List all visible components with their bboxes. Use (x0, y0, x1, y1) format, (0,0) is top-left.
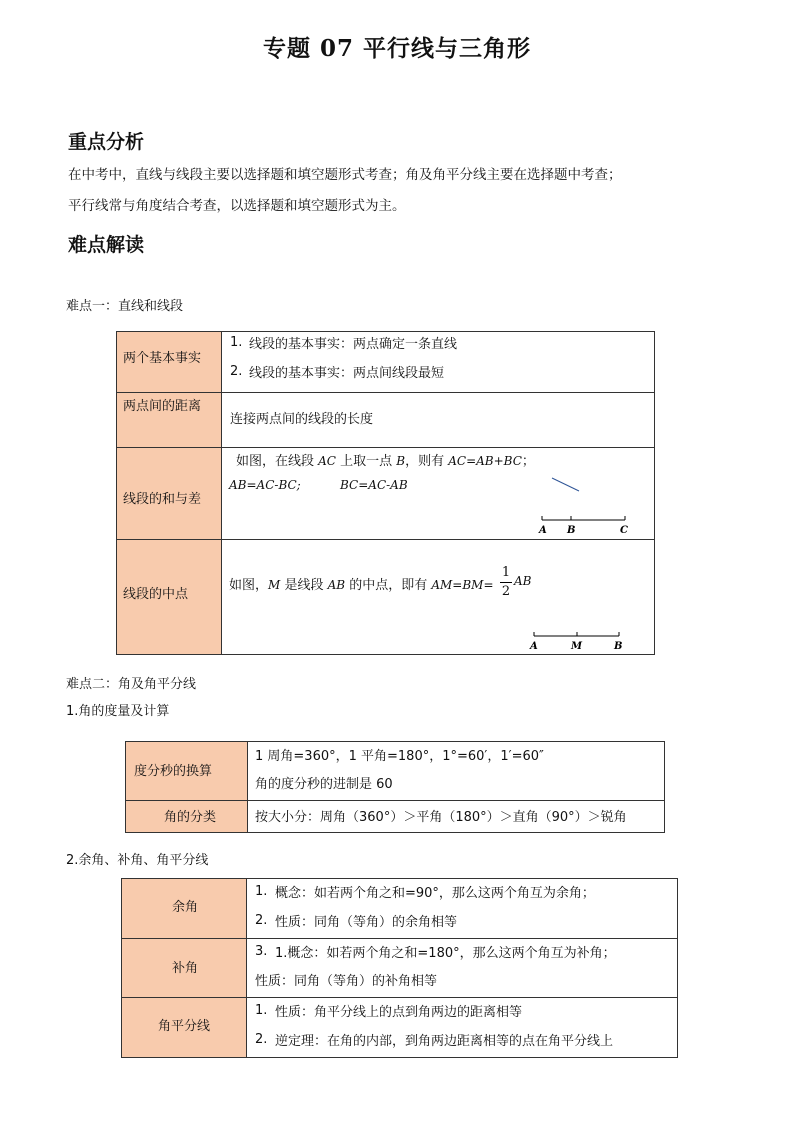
row-content-cell (222, 448, 655, 540)
row-label: 两个基本事实 (123, 351, 202, 366)
lines-segments-table (116, 331, 655, 655)
segment-sum-figure (532, 476, 647, 536)
table-row (117, 448, 655, 540)
table-row (126, 742, 665, 801)
list-item-text: 线段的基本事实：两点确定一条直线 (249, 337, 458, 352)
table-row (122, 879, 678, 939)
segment-name: AB (327, 578, 346, 592)
table-row (117, 540, 655, 655)
row-label: 度分秒的换算 (134, 764, 213, 779)
point-label: C (620, 525, 628, 536)
row-content-cell (247, 998, 678, 1058)
list-item-number: 2. (255, 1032, 268, 1047)
fraction-denominator: 2 (501, 584, 511, 599)
table-row (122, 939, 678, 998)
row-label-cell (126, 801, 248, 833)
blue-slash-mark (552, 478, 579, 491)
sentence-text: ； (521, 454, 535, 469)
list-item-text: 逆定理：在角的内部，到角两边距离相等的点在角平分线上 (275, 1034, 614, 1049)
row-label-cell (117, 332, 222, 393)
list-item-text: 概念：如若两个角之和=90°，那么这两个角互为余角； (275, 886, 595, 901)
list-item-number: 1. (230, 335, 243, 350)
list-item-text: 性质：角平分线上的点到角两边的距离相等 (275, 1005, 523, 1020)
classification-text: 按大小分：周角（360°）＞平角（180°）＞直角（90°）＞锐角 (255, 810, 627, 825)
row-content-cell (247, 939, 678, 998)
row-label: 补角 (172, 961, 199, 976)
row-label-cell (122, 998, 247, 1058)
list-item-number: 2. (255, 913, 268, 928)
sentence-text: 如图，在线段 (236, 454, 319, 469)
row-label-cell (126, 742, 248, 801)
sum-difference-sentence (236, 450, 535, 469)
angle-measure-table (125, 741, 665, 833)
point-name: M (268, 578, 281, 592)
analysis-paragraph-line-1: 在中考中，直线与线段主要以选择题和填空题形式考查；角及角平分线主要在选择题中考查； (68, 167, 622, 183)
sentence-text: 如图， (229, 578, 269, 593)
difficulty-2-label: 难点二：角及角平分线 (66, 677, 197, 692)
table-row (117, 393, 655, 448)
row-content-cell (222, 540, 655, 655)
point-name: B (396, 454, 406, 468)
formula: AB=AC-BC; (229, 478, 301, 492)
row-content-cell (248, 801, 665, 833)
section-heading-key-analysis: 重点分析 (68, 131, 145, 153)
subsection-complement-supplement-bisector: 2.余角、补角、角平分线 (66, 853, 209, 868)
row-content-cell (222, 332, 655, 393)
row-label-cell (117, 448, 222, 540)
table-row (122, 998, 678, 1058)
list-item-number: 2. (230, 364, 243, 379)
definition-text: 连接两点间的线段的长度 (230, 412, 374, 427)
sentence-text: ，则有 (405, 454, 449, 469)
segment-name: AC (318, 454, 336, 468)
difficulty-1-label: 难点一：直线和线段 (66, 299, 184, 314)
midpoint-sentence (229, 574, 494, 593)
row-label: 两点间的距离 (123, 399, 202, 414)
list-item-text: 性质：同角（等角）的余角相等 (275, 915, 458, 930)
list-item-number: 1. (255, 884, 268, 899)
row-content-cell (247, 879, 678, 939)
table-row (117, 332, 655, 393)
row-content-cell (222, 393, 655, 448)
page-title: 专题 07 平行线与三角形 (262, 35, 532, 62)
list-item-text: 1.概念：如若两个角之和=180°，那么这两个角互为补角； (275, 946, 616, 961)
analysis-paragraph-line-2: 平行线常与角度结合考查，以选择题和填空题形式为主。 (68, 198, 406, 214)
conversion-base-text: 角的度分秒的进制是 60 (255, 777, 393, 792)
table-row (126, 801, 665, 833)
row-label: 余角 (172, 900, 199, 915)
row-content-cell (248, 742, 665, 801)
list-item-text: 性质：同角（等角）的补角相等 (255, 974, 438, 989)
sentence-text: 的中点，即有 (345, 578, 432, 593)
conversion-text: 1 周角=360°，1 平角=180°，1°=60′，1′=60″ (255, 749, 544, 764)
formula: AC=AB+BC (448, 454, 522, 468)
fraction-numerator: 1 (501, 565, 511, 580)
subsection-angle-measure: 1.角的度量及计算 (66, 704, 170, 719)
row-label-cell (122, 879, 247, 939)
point-label: A (539, 525, 547, 536)
point-label: A (530, 641, 538, 652)
point-label: M (571, 641, 583, 652)
list-item-text: 线段的基本事实：两点间线段最短 (249, 366, 445, 381)
section-heading-difficulty-reading: 难点解读 (68, 234, 145, 256)
sentence-text: 是线段 (280, 578, 328, 593)
formula: BC=AC-AB (340, 478, 408, 492)
row-label: 线段的和与差 (123, 492, 202, 507)
row-label: 线段的中点 (123, 587, 189, 602)
list-item-number: 1. (255, 1003, 268, 1018)
row-label-cell (122, 939, 247, 998)
angle-relations-table (121, 878, 678, 1058)
formula-tail: AB (514, 574, 532, 588)
fraction-half (500, 564, 512, 601)
list-item-number: 3. (255, 944, 268, 959)
row-label-cell (117, 540, 222, 655)
formula: AM=BM= (431, 578, 494, 592)
segment-midpoint-figure (524, 626, 639, 652)
row-label-cell (117, 393, 222, 448)
point-label: B (614, 641, 623, 652)
point-label: B (567, 525, 576, 536)
row-label: 角平分线 (158, 1019, 211, 1034)
sentence-text: 上取一点 (336, 454, 397, 469)
row-label: 角的分类 (164, 810, 217, 825)
